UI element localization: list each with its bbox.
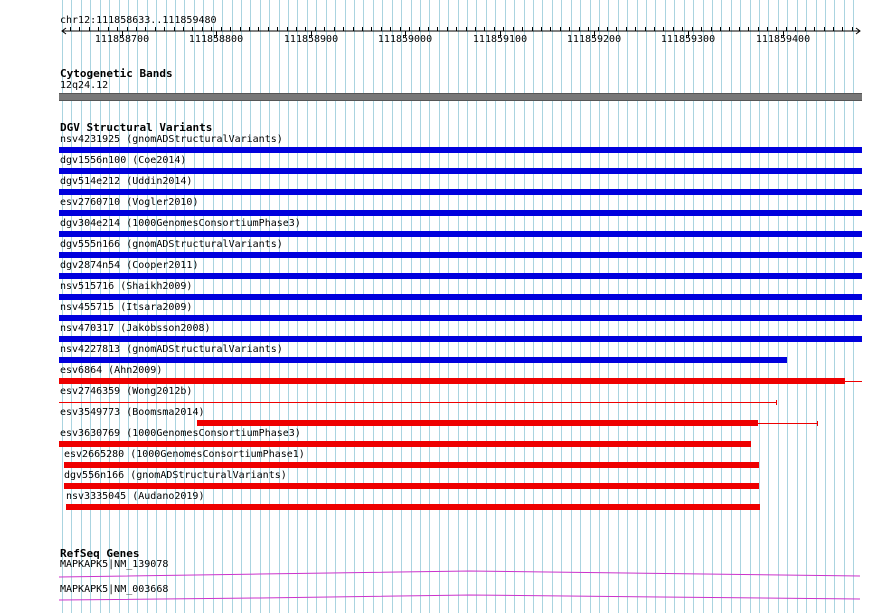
variant-connector-line[interactable] — [758, 423, 817, 424]
cytoband-bar[interactable] — [59, 93, 862, 101]
coordinate-range: chr12:111858633..111859480 — [60, 15, 217, 26]
variant-label[interactable]: esv3630769 (1000GenomesConsortiumPhase3) — [60, 428, 301, 439]
gene-line[interactable] — [59, 595, 860, 600]
variant-label[interactable]: nsv470317 (Jakobsson2008) — [60, 323, 211, 334]
variant-bar[interactable] — [64, 462, 759, 468]
variant-bar[interactable] — [64, 483, 759, 489]
variant-label[interactable]: dgv304e214 (1000GenomesConsortiumPhase3) — [60, 218, 301, 229]
variant-label[interactable]: esv3549773 (Boomsma2014) — [60, 407, 205, 418]
ruler-tick-label: 111859400 — [755, 34, 811, 45]
ruler-tick-label: 111859100 — [472, 34, 528, 45]
variant-label[interactable]: dgv555n166 (gnomADStructuralVariants) — [60, 239, 283, 250]
variant-bar[interactable] — [59, 294, 862, 300]
variant-label[interactable]: dgv2874n54 (Cooper2011) — [60, 260, 199, 271]
variant-bar[interactable] — [66, 504, 760, 510]
variant-label[interactable]: dgv1556n100 (Coe2014) — [60, 155, 187, 166]
cytoband-label[interactable]: 12q24.12 — [60, 80, 109, 91]
ruler-tick-label: 111858700 — [94, 34, 150, 45]
variant-label[interactable]: nsv515716 (Shaikh2009) — [60, 281, 193, 292]
variant-label[interactable]: nsv3335045 (Audano2019) — [66, 491, 205, 502]
gene-line[interactable] — [59, 571, 860, 577]
gene-models[interactable] — [0, 560, 890, 613]
variant-label[interactable]: esv2760710 (Vogler2010) — [60, 197, 199, 208]
cytoband-track-title: Cytogenetic Bands — [60, 67, 173, 80]
ruler-tick-label: 111859200 — [566, 34, 622, 45]
variant-connector-line[interactable] — [59, 402, 776, 403]
variant-bar[interactable] — [59, 357, 787, 363]
variant-bar[interactable] — [59, 378, 845, 384]
variant-label[interactable]: esv2746359 (Wong2012b) — [60, 386, 193, 397]
variant-endcap — [817, 421, 818, 426]
variant-bar[interactable] — [59, 189, 862, 195]
ruler-tick-label: 111858900 — [283, 34, 339, 45]
variant-label[interactable]: nsv4231925 (gnomADStructuralVariants) — [60, 134, 283, 145]
gene-label[interactable]: MAPKAPK5|NM_003668 — [60, 584, 169, 595]
refseq-track-title: RefSeq Genes — [60, 547, 140, 560]
variant-connector-line[interactable] — [845, 381, 862, 382]
variant-bar[interactable] — [59, 252, 862, 258]
variant-label[interactable]: dgv556n166 (gnomADStructuralVariants) — [64, 470, 287, 481]
variant-bar[interactable] — [59, 231, 862, 237]
variant-label[interactable]: dgv514e212 (Uddin2014) — [60, 176, 193, 187]
gene-label[interactable]: MAPKAPK5|NM_139078 — [60, 559, 169, 570]
ruler-tick-label: 111858800 — [188, 34, 244, 45]
dgv-track-title: DGV Structural Variants — [60, 121, 213, 134]
variant-bar[interactable] — [59, 336, 862, 342]
variant-endcap — [776, 400, 777, 405]
variant-label[interactable]: esv6864 (Ahn2009) — [60, 365, 163, 376]
variant-bar[interactable] — [59, 315, 862, 321]
ruler — [0, 0, 890, 60]
variant-bar[interactable] — [59, 273, 862, 279]
ruler-tick-label: 111859000 — [377, 34, 433, 45]
variant-bar[interactable] — [59, 441, 751, 447]
variant-bar[interactable] — [59, 147, 862, 153]
variant-bar[interactable] — [59, 210, 862, 216]
ruler-tick-label: 111859300 — [660, 34, 716, 45]
variant-label[interactable]: nsv455715 (Itsara2009) — [60, 302, 193, 313]
variant-bar[interactable] — [59, 168, 862, 174]
variant-bar[interactable] — [197, 420, 758, 426]
variant-label[interactable]: nsv4227813 (gnomADStructuralVariants) — [60, 344, 283, 355]
variant-label[interactable]: esv2665280 (1000GenomesConsortiumPhase1) — [64, 449, 305, 460]
